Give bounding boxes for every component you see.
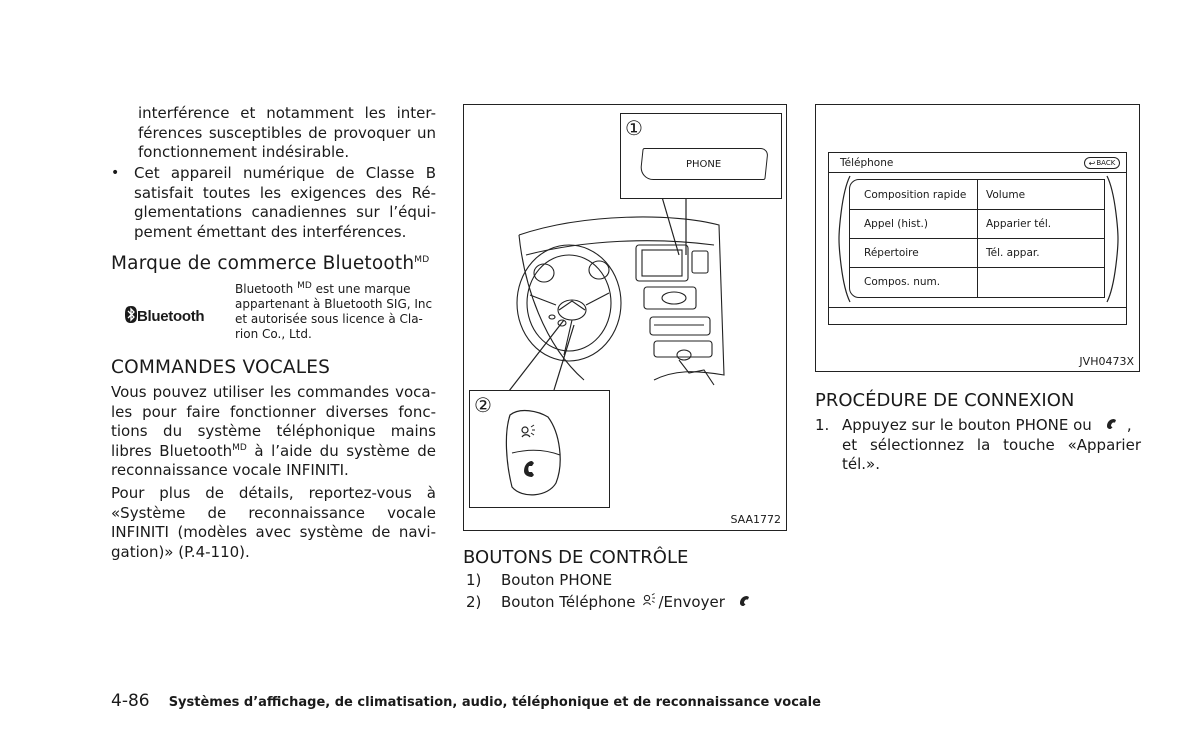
phone-button: PHONE: [639, 148, 768, 180]
figure-phone-screen: [815, 104, 1140, 372]
menu-left-bracket: [837, 174, 851, 304]
control-buttons-list: [466, 571, 786, 612]
voice-talk-icon: [642, 593, 656, 613]
menu-right-bracket: [1106, 174, 1120, 304]
menu-item-pair-phone[interactable]: Apparier tél.: [986, 217, 1052, 230]
paragraph-voice: Vous pouvez utiliser les commandes voca- les pour faire fonctionner diverses fonc- tions du système téléphonique mains libres Bluetooth$^{MD}$ à l’aide du système de reconnaissance vocale INFINITI.: [111, 383, 436, 479]
page-number: 4-86: [111, 691, 150, 711]
steering-switch-illustration: [498, 403, 588, 503]
menu-grid: [849, 179, 1105, 298]
menu-item-dial-number[interactable]: Compos. num.: [864, 276, 941, 288]
list-item: 1) Bouton PHONE: [466, 571, 613, 589]
screen-bottom-rule: [829, 307, 1126, 308]
callout-number-2: ②: [474, 393, 492, 417]
phone-handset-icon: [739, 593, 752, 613]
phone-handset-icon: [1106, 416, 1119, 436]
menu-item-directory[interactable]: Répertoire: [864, 246, 919, 259]
back-button[interactable]: ↩ BACK: [1084, 157, 1120, 169]
menu-item-paired-phones[interactable]: Tél. appar.: [986, 246, 1040, 259]
paragraph-details: Pour plus de détails, reportez-vous à «Système de reconnaissance vocale INFINITI (modèles avec système de navi- gation)» (P.4-110).: [111, 484, 436, 561]
step-number: 1.: [815, 416, 830, 434]
figure-code: SAA1772: [730, 513, 781, 526]
list-item: 2) Bouton Téléphone /Envoyer: [466, 593, 786, 613]
screen-title: Téléphone: [840, 157, 894, 169]
control-buttons-heading: BOUTONS DE CONTRÔLE: [463, 547, 689, 568]
menu-item-speed-dial[interactable]: Composition rapide: [864, 188, 967, 201]
callout-number-1: ①: [625, 116, 643, 140]
callout-steering-buttons: [469, 390, 610, 508]
phone-handset-icon: [524, 461, 534, 477]
voice-talk-icon: [522, 425, 535, 437]
bluetooth-logo: Bluetooth: [125, 306, 204, 329]
bluetooth-trademark-text: Bluetooth $^{MD}$ est une marque appartenant à Bluetooth SIG, Inc et autorisée sous licence à Cla- rion Co., Ltd.: [235, 281, 433, 341]
trademark-heading: Marque de commerce Bluetooth$^{MD}$: [111, 253, 430, 274]
menu-item-volume[interactable]: Volume: [986, 188, 1026, 201]
menu-item-call-history[interactable]: Appel (hist.): [864, 217, 928, 230]
screen-display: [828, 152, 1127, 325]
figure-code: JVH0473X: [1079, 355, 1134, 368]
screen-top-rule: [829, 172, 1126, 173]
menu-item-empty: [978, 267, 1104, 297]
paragraph-interference: interférence et notamment les inter- férences susceptibles de provoquer un fonctionnement indésirable.: [138, 104, 436, 161]
paragraph-class-b: Cet appareil numérique de Classe B satisfait toutes les exigences des Ré- glementations canadiennes sur l’équi- pement émettant des interférences.: [134, 164, 436, 241]
figure-control-buttons: [463, 104, 787, 531]
chapter-title: Systèmes d’affichage, de climatisation, audio, téléphonique et de reconnaissance vocale: [168, 695, 821, 710]
bluetooth-rune-icon: [125, 306, 137, 329]
connection-procedure-heading: PROCÉDURE DE CONNEXION: [815, 390, 1075, 411]
voice-commands-heading: COMMANDES VOCALES: [111, 357, 331, 378]
callout-phone-button: [620, 113, 782, 199]
back-arrow-icon: ↩: [1088, 158, 1096, 168]
page-footer: [111, 691, 821, 711]
bullet-marker: •: [111, 165, 120, 181]
